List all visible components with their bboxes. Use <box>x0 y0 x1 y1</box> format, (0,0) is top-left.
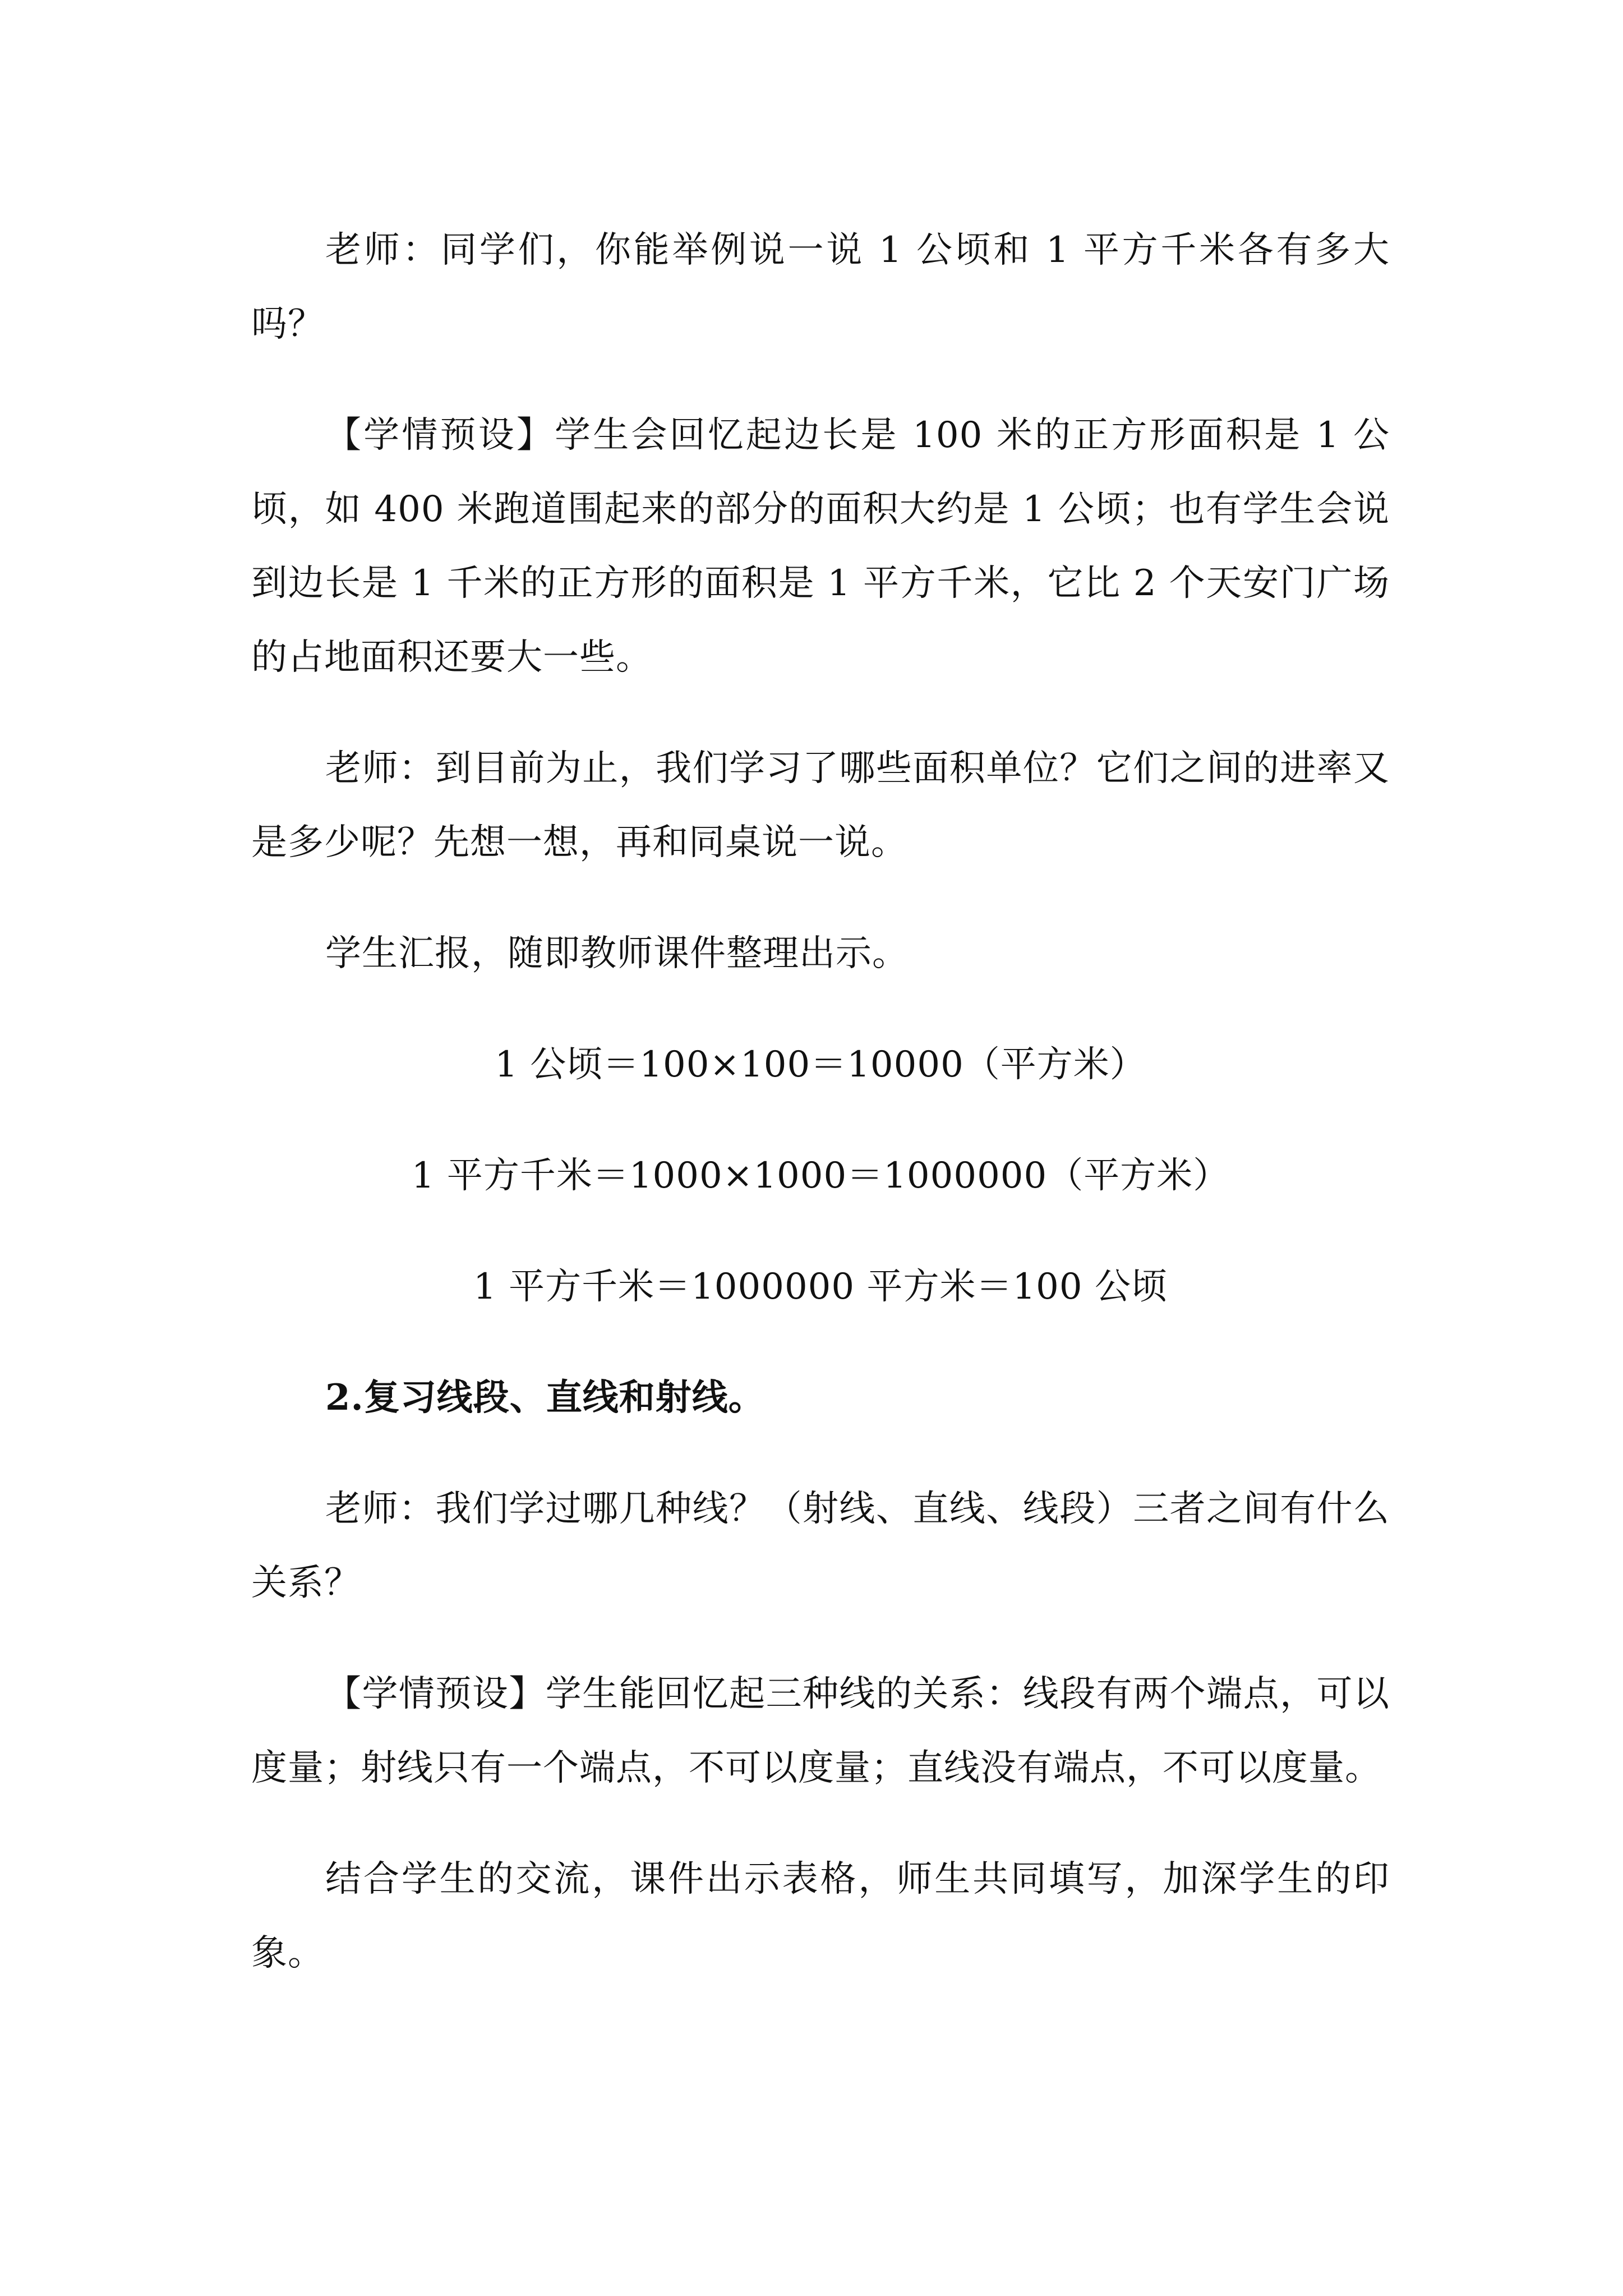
paragraph-student-report: 学生汇报，随即教师课件整理出示。 <box>325 933 909 974</box>
paragraph-learning-preset-1: 【学情预设】学生会回忆起边长是 100 米的正方形面积是 1 公顷，如 400 米跑道围起来的部分的面积大约是 1 公顷；也有学生会说到边长是 1 千米的正方形的面积是 1 平方千米，它比 2 个天安门广场的占地面积还要大一些。 <box>251 415 1390 678</box>
paragraph-teacher-question-2: 老师：到目前为止，我们学习了哪些面积单位？它们之间的进率又是多少呢？先想一想，再和同桌说一说。 <box>251 748 1390 863</box>
formula-hectare: 1 公顷＝100×100＝10000（平方米） <box>495 1044 1146 1085</box>
paragraph-learning-preset-2: 【学情预设】学生能回忆起三种线的关系：线段有两个端点，可以度量；射线只有一个端点，不可以度量；直线没有端点，不可以度量。 <box>251 1673 1390 1789</box>
formula-square-kilometer-hectare: 1 平方千米＝1000000 平方米＝100 公顷 <box>473 1266 1168 1308</box>
paragraph-teacher-question-3: 老师：我们学过哪几种线？（射线、直线、线段）三者之间有什么关系？ <box>251 1488 1390 1604</box>
document-body <box>251 213 1390 2027</box>
paragraph-teacher-question-1: 老师：同学们，你能举例说一说 1 公顷和 1 平方千米各有多大吗？ <box>251 229 1390 345</box>
formula-square-kilometer: 1 平方千米＝1000×1000＝1000000（平方米） <box>411 1155 1230 1197</box>
paragraph-table-activity: 结合学生的交流，课件出示表格，师生共同填写，加深学生的印象。 <box>251 1858 1390 1974</box>
section-heading-lines-review: 2.复习线段、直线和射线。 <box>325 1377 765 1419</box>
